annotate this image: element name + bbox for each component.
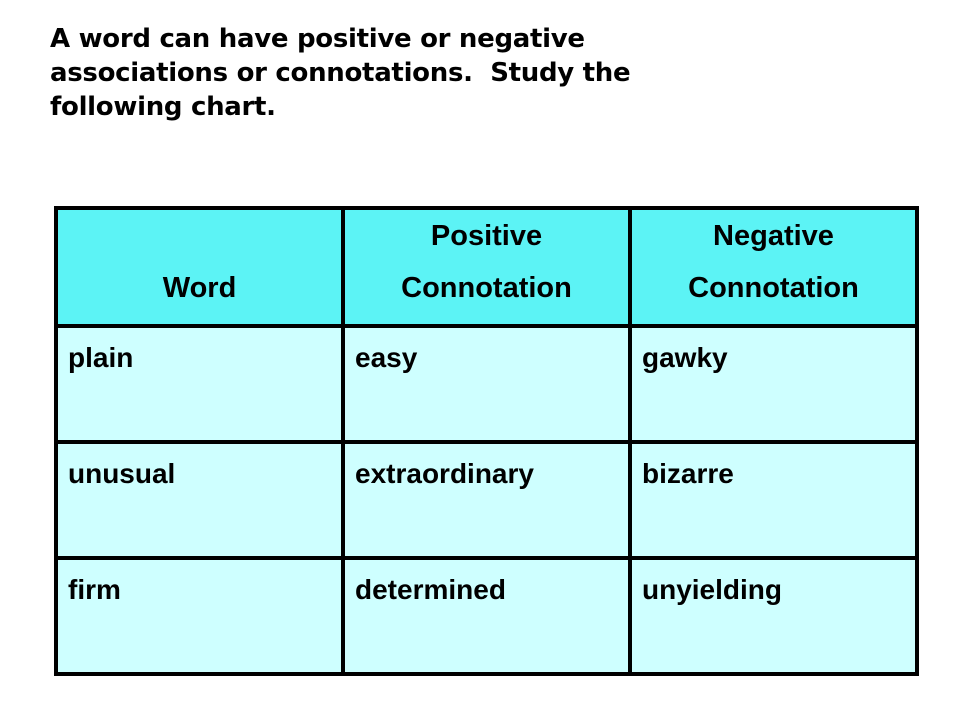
header-positive-line-2: Connotation xyxy=(401,272,572,304)
cell-word: unusual xyxy=(56,442,343,558)
header-negative-line-2: Connotation xyxy=(688,272,859,304)
intro-line-1: A word can have positive or negative xyxy=(50,24,585,54)
header-word-line-2: Word xyxy=(162,272,237,304)
table-header-row xyxy=(56,208,917,326)
cell-word: firm xyxy=(56,558,343,674)
cell-positive: extraordinary xyxy=(343,442,630,558)
cell-negative: bizarre xyxy=(630,442,917,558)
cell-positive: easy xyxy=(343,326,630,442)
cell-negative: unyielding xyxy=(630,558,917,674)
intro-line-3: following chart. xyxy=(50,92,276,122)
connotation-table xyxy=(54,206,919,676)
header-positive-line-1: Positive xyxy=(430,220,543,252)
header-positive-connotation xyxy=(343,208,630,326)
cell-negative: gawky xyxy=(630,326,917,442)
header-negative-line-1: Negative xyxy=(713,220,834,252)
intro-text xyxy=(50,22,770,124)
table-row xyxy=(56,442,917,558)
header-word xyxy=(56,208,343,326)
cell-word: plain xyxy=(56,326,343,442)
header-negative-connotation xyxy=(630,208,917,326)
intro-line-2: associations or connotations. Study the xyxy=(50,58,631,88)
table-row xyxy=(56,558,917,674)
cell-positive: determined xyxy=(343,558,630,674)
table-row xyxy=(56,326,917,442)
header-word-line-1 xyxy=(58,210,341,262)
